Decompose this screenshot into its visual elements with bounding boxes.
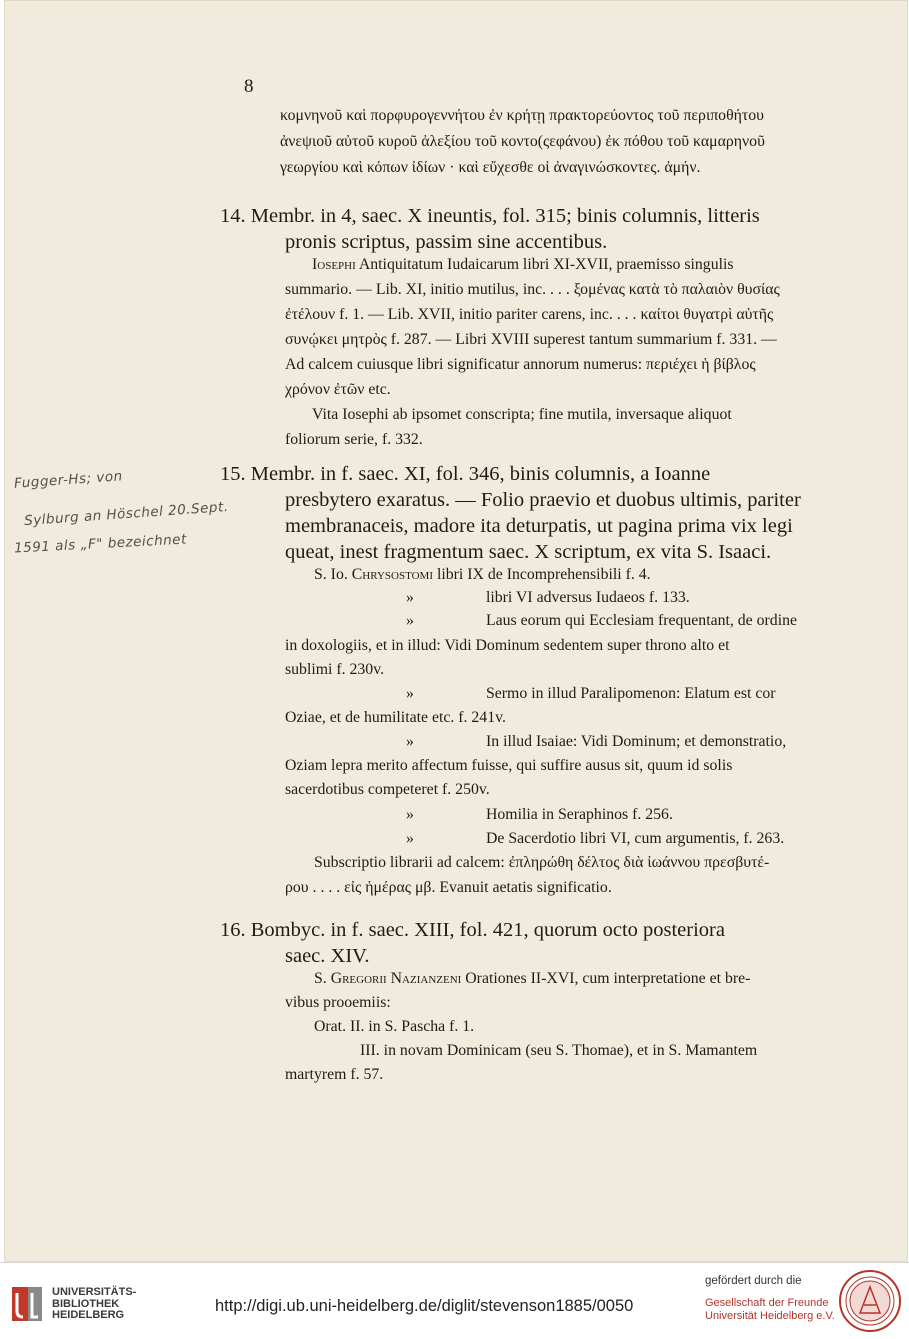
entry-14-heading: 14. Membr. in 4, saec. X ineuntis, fol. 315; binis columnis, litteris (220, 205, 760, 227)
entry-14-text: χρόνον ἐτῶν etc. (285, 381, 391, 398)
entry-15-item: In illud Isaiae: Vidi Dominum; et demonstratio, (486, 733, 787, 750)
entry-15-item: De Sacerdotio libri VI, cum argumentis, f. 263. (486, 830, 785, 847)
greek-line: γεωργίου καὶ κόπων ἰδίων · καὶ εὔχεσθε οἱ ἀναγινώσκοντες. ἀμήν. (280, 159, 701, 176)
greek-line: ἀνεψιοῦ αὐτοῦ κυροῦ ἀλεξίου τοῦ κοντο(ςεφάνου) ἐκ πόθου τοῦ καμαρηνοῦ (280, 133, 765, 150)
handwritten-margin-note: Fugger-Hs; von (13, 468, 124, 492)
handwritten-margin-note: 1591 als „F" bezeichnet (13, 531, 188, 557)
entry-15-item: sacerdotibus competeret f. 250v. (285, 781, 490, 798)
entry-15-item: Oziae, et de humilitate etc. f. 241v. (285, 709, 506, 726)
handwritten-margin-note: Sylburg an Höschel 20.Sept. (23, 498, 230, 530)
entry-16-heading: saec. XIV. (285, 945, 370, 967)
entry-15-subscriptio: ρου . . . . εἰς ἡμέρας μβ. Evanuit aetatis significatio. (285, 879, 612, 896)
entry-15-heading: membranaceis, madore ita deturpatis, ut pagina prima vix legi (285, 515, 793, 537)
entry-15-heading: presbytero exaratus. — Folio praevio et duobus ultimis, pariter (285, 489, 801, 511)
page-number: 8 (244, 76, 254, 97)
entry-16-text: vibus prooemiis: (285, 994, 391, 1011)
entry-15-item: Sermo in illud Paralipomenon: Elatum est cor (486, 685, 776, 702)
funded-by-label: gefördert durch die (705, 1275, 802, 1287)
entry-15-chrysostom: S. Io. Chrysostomi libri IX de Incomprehensibili f. 4. (314, 566, 651, 583)
entry-14-vita: foliorum serie, f. 332. (285, 431, 423, 448)
entry-15-subscriptio: Subscriptio librarii ad calcem: ἐπληρώθη δέλτος διὰ ἰωάννου πρεσβυτέ- (314, 854, 770, 871)
entry-15-item: Oziam lepra merito affectum fuisse, qui suffire ausus sit, quum id solis (285, 757, 733, 774)
entry-15-item: sublimi f. 230v. (285, 661, 385, 678)
entry-14-text: Ad calcem cuiusque libri significatur annorum numerus: περιέχει ἡ βίβλος (285, 356, 756, 373)
entry-14-text: συνῴκει μητρὸς f. 287. — Libri XVIII superest tantum summarium f. 331. — (285, 331, 777, 348)
ditto-mark: » (406, 685, 414, 702)
entry-16-oration: martyrem f. 57. (285, 1066, 384, 1083)
ditto-mark: » (406, 612, 414, 629)
entry-15-item: Homilia in Seraphinos f. 256. (486, 806, 673, 823)
entry-15-item: in doxologiis, et in illud: Vidi Dominum sedentem super throno alto et (285, 637, 730, 654)
greek-line: κομνηνοῦ καὶ πορφυρογεννήτου ἐν κρήτῃ πρακτορεύοντος τοῦ περιποθήτου (280, 107, 764, 124)
entry-14-text: ἐτέλουν f. 1. — Lib. XVII, initio pariter carens, inc. . . . καίτοι θυγατρὶ αὐτῆς (285, 306, 774, 323)
society-name: Gesellschaft der Freunde Universität Heidelberg e.V. (705, 1297, 835, 1322)
entry-15-item: libri VI adversus Iudaeos f. 133. (486, 589, 690, 606)
manuscript-page (4, 0, 908, 1262)
entry-16-oration: Orat. II. in S. Pascha f. 1. (314, 1018, 475, 1035)
library-name: UNIVERSITÄTS- BIBLIOTHEK HEIDELBERG (52, 1286, 137, 1321)
entry-15-heading: 15. Membr. in f. saec. XI, fol. 346, binis columnis, a Ioanne (220, 463, 711, 485)
entry-14-josephus: Iosephi Antiquitatum Iudaicarum libri XI-XVII, praemisso singulis (312, 256, 734, 273)
entry-15-item: Laus eorum qui Ecclesiam frequentant, de ordine (486, 612, 797, 629)
ditto-mark: » (406, 733, 414, 750)
entry-16-gregory: S. Gregorii Nazianzeni Orationes II-XVI, cum interpretatione et bre- (314, 970, 751, 987)
footer-bar (0, 1262, 909, 1339)
ditto-mark: » (406, 830, 414, 847)
university-library-logo-icon (8, 1283, 46, 1325)
entry-16-oration: III. in novam Dominicam (seu S. Thomae), et in S. Mamantem (360, 1042, 758, 1059)
entry-14-vita: Vita Iosephi ab ipsomet conscripta; fine mutila, inversaque aliquot (312, 406, 732, 423)
university-seal-icon (838, 1269, 902, 1333)
entry-15-heading: queat, inest fragmentum saec. X scriptum, ex vita S. Isaaci. (285, 541, 772, 563)
ditto-mark: » (406, 806, 414, 823)
entry-14-text: summario. — Lib. XI, initio mutilus, inc. . . . ξομένας κατὰ τὸ παλαιὸν θυσίας (285, 281, 780, 298)
permalink-url[interactable]: http://digi.ub.uni-heidelberg.de/diglit/stevenson1885/0050 (215, 1297, 634, 1315)
entry-14-heading-cont: pronis scriptus, passim sine accentibus. (285, 231, 608, 253)
entry-16-heading: 16. Bombyc. in f. saec. XIII, fol. 421, quorum octo posteriora (220, 919, 725, 941)
ditto-mark: » (406, 589, 414, 606)
